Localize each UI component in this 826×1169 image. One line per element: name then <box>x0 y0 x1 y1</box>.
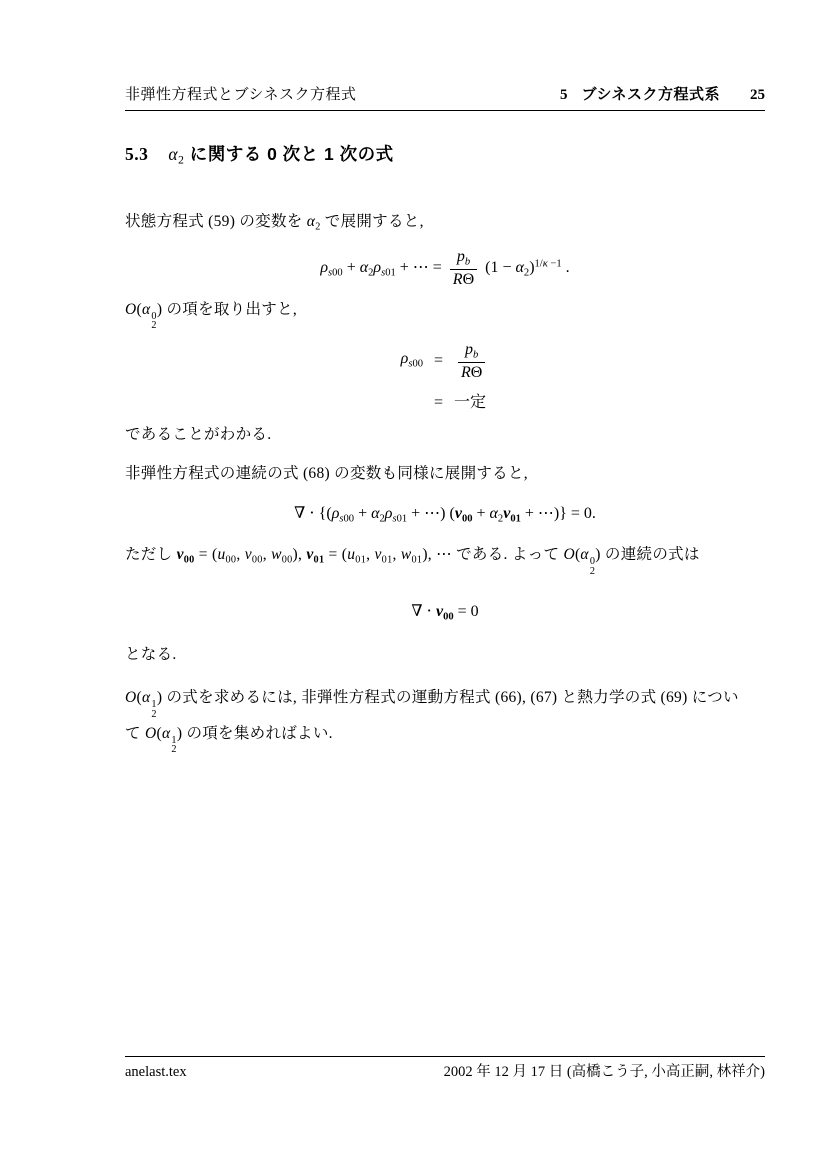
equation-lhs: $\rho_{s00}$ <box>400 349 423 370</box>
equation-rhs-fraction: $\frac{p_b}{R\Theta}$ <box>454 340 489 383</box>
footer-line <box>125 1063 765 1081</box>
equation-divergence-zero: ∇ ⋅ $v_{00} = 0$ <box>411 602 479 622</box>
equals-sign: = <box>433 393 444 411</box>
page-header <box>125 0 765 104</box>
header-right-group <box>560 86 765 104</box>
equation-continuity-expanded: ∇ ⋅ {($\rho_{s00} + \alpha_2\rho_{s01}$ + ⋯) ($v_{00} + \alpha_2v_{01}$ + ⋯)} = 0. <box>294 504 596 525</box>
equation-rhs-constant: 一定 <box>454 393 487 411</box>
header-section-title: ブシネスク方程式系 <box>581 86 720 103</box>
page-content <box>125 0 765 755</box>
section-title: $\alpha_2$ に関する 0 次と 1 次の式 <box>168 144 394 167</box>
header-page-number: 25 <box>750 87 765 103</box>
section-heading <box>125 142 765 174</box>
paragraph-continuity-expansion: 非弾性方程式の連続の式 (68) の変数も同様に展開すると, <box>125 464 528 482</box>
equation-rho-s00-wrap <box>125 340 765 414</box>
header-document-title: 非弾性方程式とブシネスク方程式 <box>125 86 357 103</box>
equation-state-expansion: $\rho_{s00} + \alpha_2\rho_{s01}$ + ⋯ = $\frac{p_b}{R\Theta}$ $(1 - \alpha_2)^{1/\kappa -1}$ . <box>320 247 570 288</box>
paragraph-conclusion-constant: であることがわかる. <box>125 425 272 443</box>
footer-filename: anelast.tex <box>125 1064 187 1080</box>
header-rule <box>125 110 765 111</box>
equation-rho-s00 <box>401 340 490 414</box>
page-footer <box>125 1056 765 1081</box>
footer-date-authors: 2002 年 12 月 17 日 (高橋こう子, 小高正嗣, 林祥介) <box>443 1064 765 1080</box>
footer-rule <box>125 1056 765 1057</box>
section-number: 5.3 <box>125 144 149 164</box>
paragraph-result: となる. <box>125 645 177 663</box>
paragraph-extract-zeroth-order: O(α 0 2 ) の項を取り出すと, <box>125 300 298 332</box>
equals-sign: = <box>433 352 444 370</box>
paragraph-velocity-definitions: ただし $v_{00} = (u_{00}$, $v_{00}$, $w_{00}$), $v_{01} = (u_{01}$, $v_{01}$, $w_{01}$), ⋯ である. よって O(α 0 2 ) の連続の式は <box>125 546 700 577</box>
paragraph-state-equation-expansion: 状態方程式 (59) の変数を $\alpha_2$ で展開すると, <box>125 212 424 232</box>
paragraph-first-order-terms: O(α 1 2 ) の式を求めるには, 非弾性方程式の運動方程式 (66), (67) と熱力学の式 (69) につい て O(α 1 2 ) の項を集めればよい. <box>125 688 739 756</box>
header-section-number: 5 <box>560 87 568 103</box>
